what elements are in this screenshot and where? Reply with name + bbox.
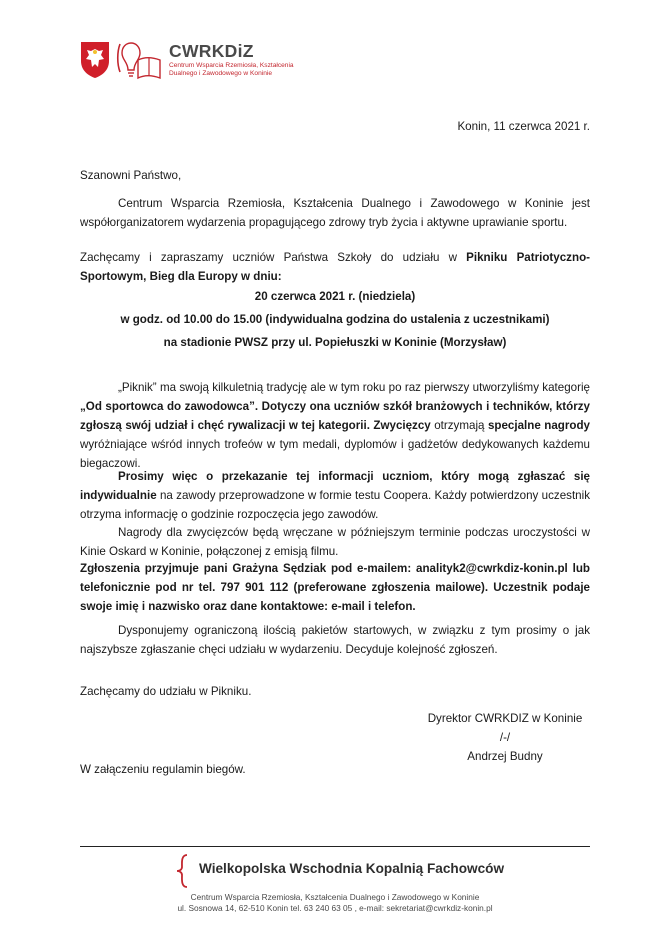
footer-slogan: Wielkopolska Wschodnia Kopalnią Fachowców <box>199 861 505 876</box>
paragraph-invitation <box>80 248 590 286</box>
event-place: na stadionie PWSZ przy ul. Popiełuszki w Koninie (Morzysław) <box>163 336 507 349</box>
org-logo-name: CWRKDiZ <box>169 41 254 61</box>
request-bold: Prosimy więc o przekazanie tej informacji uczniom, który mogą zgłaszać się indywidualnie <box>80 470 590 502</box>
signature-title: Dyrektor CWRKDIZ w Koninie <box>427 712 583 725</box>
org-logo-subtitle-line1: Centrum Wsparcia Rzemiosła, Kształcenia <box>169 62 294 69</box>
header-logo <box>80 40 310 84</box>
salutation: Szanowni Państwo, <box>80 169 182 182</box>
book-bulb-icon <box>114 40 166 84</box>
paragraph-request <box>80 467 590 524</box>
invitation-text: Zachęcamy i zapraszamy uczniów Państwa Szkoły do udziału w <box>80 251 467 264</box>
signature-block <box>400 709 610 766</box>
category-prizes-text: wyróżniające wśród innych trofeów w tym medali, dyplomów i gadżetów dedykowanych każdemu biegaczowi. <box>80 438 590 470</box>
paragraph-category <box>80 378 590 473</box>
paragraph-intro: Centrum Wsparcia Rzemiosła, Kształcenia Dualnego i Zawodowego w Koninie jest współorganizatorem wydarzenia propagującego zdrowy tryb życia i aktywne uprawianie sportu. <box>80 197 590 229</box>
footer-address-line1: Centrum Wsparcia Rzemiosła, Kształcenia Dualnego i Zawodowego w Koninie <box>190 892 480 902</box>
event-date: 20 czerwca 2021 r. (niedziela) <box>254 290 416 303</box>
paragraph-registration: Zgłoszenia przyjmuje pani Grażyna Sędziak pod e-mailem: analityk2@cwrkdiz-konin.pl lub telefonicznie pod nr tel. 797 901 112 (preferowane zgłoszenia mailowe). Uczestnik podaje swoje imię i nazwisko oraz dane kontaktowe: e-mail i telefon. <box>80 562 590 613</box>
request-text: na zawody przeprowadzone w formie testu Coopera. Każdy potwierdzony uczestnik otrzyma informację o godzinie rozpoczęcia jego zawodów. <box>80 489 590 521</box>
signature-mark: /-/ <box>499 731 511 744</box>
paragraph-awards: Nagrody dla zwycięzców będą wręczane w późniejszym terminie podczas uroczystości w Kinie Oskard w Koninie, połączonej z emisją filmu. <box>80 526 590 558</box>
org-logo-subtitle-line2: Dualnego i Zawodowego w Koninie <box>169 70 273 77</box>
coat-of-arms-icon <box>80 41 110 79</box>
category-intro: „Piknik” ma swoją kilkuletnią tradycję ale w tym roku po raz pierwszy utworzyliśmy kategorię <box>118 381 590 394</box>
category-bold: „Od sportowca do zawodowca”. Dotyczy ona uczniów szkół branżowych i techników, którzy zgłoszą swój udział i chęć rywalizacji w tej kategorii. Zwycięzcy <box>80 400 590 432</box>
paragraph-packages: Dysponujemy ograniczoną ilością pakietów startowych, w związku z tym prosimy o jak najszybsze zgłaszanie chęci udziału w wydarzeniu. Decyduje kolejność zgłoszeń. <box>80 624 590 656</box>
brace-icon <box>173 853 193 889</box>
category-text: otrzymają <box>430 419 488 432</box>
org-logo-subtitle <box>169 62 294 78</box>
footer-address-line2: ul. Sosnowa 14, 62-510 Konin tel. 63 240 63 05 , e-mail: sekretariat@cwrkdiz-konin.pl <box>177 903 493 913</box>
event-name: Pikniku Patriotyczno-Sportowym, Bieg dla Europy w dniu: <box>80 251 591 283</box>
special-prizes: specjalne nagrody <box>487 419 590 432</box>
signature-name: Andrzej Budny <box>467 750 543 763</box>
letter-date: Konin, 11 czerwca 2021 r. <box>457 120 590 133</box>
closing: Zachęcamy do udziału w Pikniku. <box>80 685 252 698</box>
footer-divider <box>80 846 590 847</box>
attachment-note: W załączeniu regulamin biegów. <box>80 763 246 776</box>
footer-address <box>80 892 590 914</box>
event-time: w godz. od 10.00 do 15.00 (indywidualna godzina do ustalenia z uczestnikami) <box>120 313 550 326</box>
